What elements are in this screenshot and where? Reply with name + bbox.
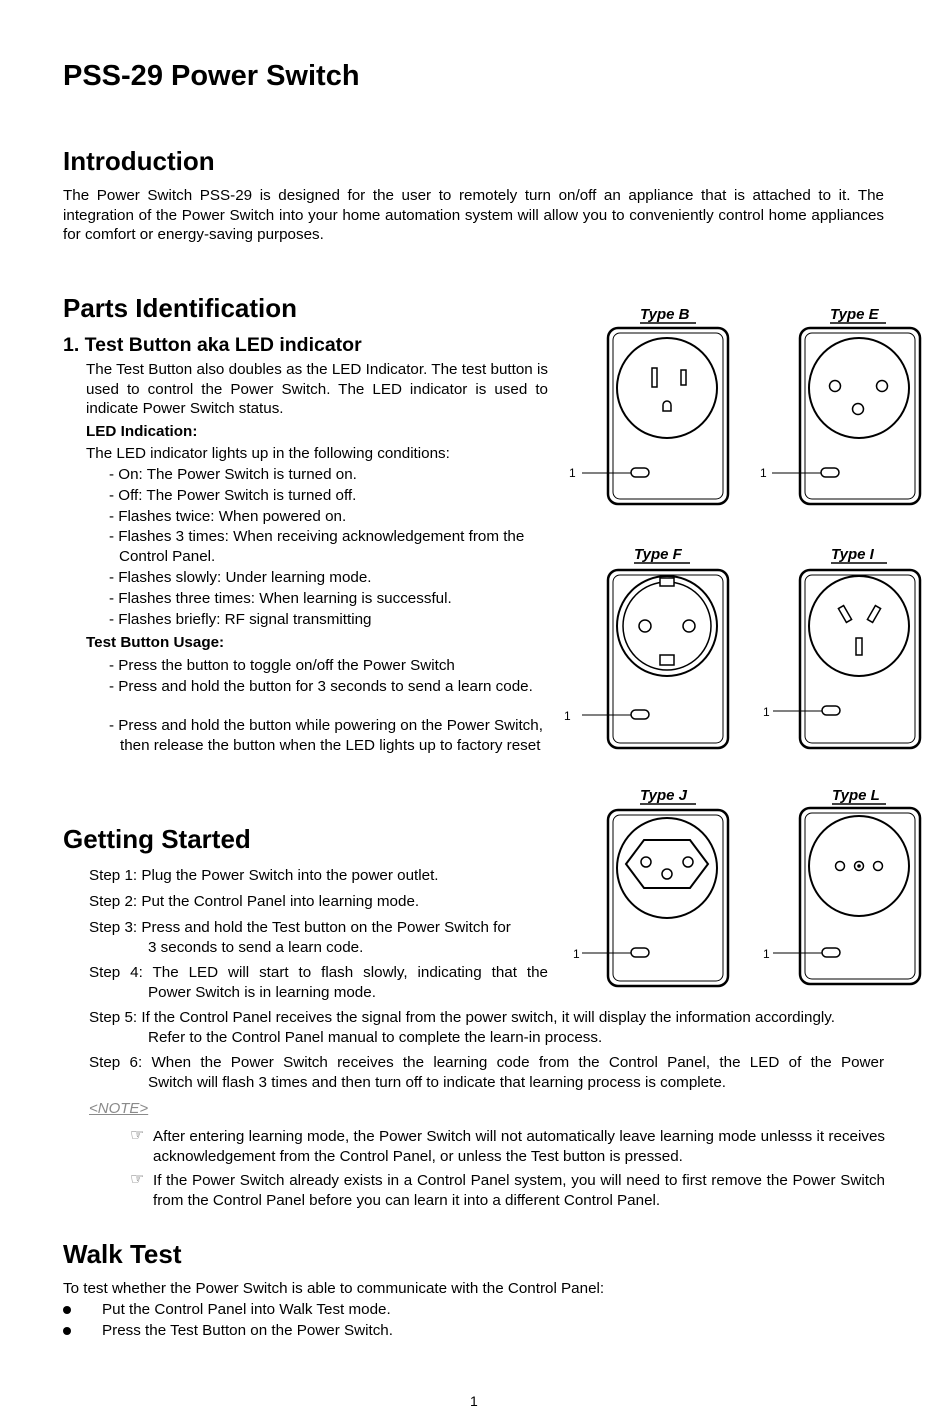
step-4 <box>89 963 548 1002</box>
figure-label-type-e: Type E <box>830 306 879 323</box>
step-text: Step 6: When the Power Switch receives the learning code from the Control Panel, the LED of the Power <box>89 1054 884 1071</box>
figure-type-e <box>760 306 920 504</box>
callout-1: 1 <box>569 466 576 480</box>
page-number: 1 <box>470 1393 478 1409</box>
step-1 <box>89 866 548 886</box>
figure-label-type-f: Type F <box>634 546 682 563</box>
note-item-1 <box>130 1127 885 1166</box>
figure-label-type-b: Type B <box>640 306 690 323</box>
list-item: - Flashes three times: When learning is successful. <box>109 590 452 607</box>
step-2 <box>89 892 548 912</box>
introduction-heading: Introduction <box>63 146 215 176</box>
callout-1: 1 <box>763 947 770 961</box>
list-item: - Flashes 3 times: When receiving acknowledgement from the Control Panel. <box>109 528 525 565</box>
note-text: If the Power Switch already exists in a Control Panel system, you will need to first remove the Power Switch from the Control Panel before you can learn it into a different Control Panel. <box>153 1172 885 1209</box>
step-text: Step 2: Put the Control Panel into learning mode. <box>89 893 420 910</box>
figure-label-type-j: Type J <box>640 787 687 804</box>
step-6 <box>89 1053 884 1092</box>
list-item: - Off: The Power Switch is turned off. <box>109 487 357 504</box>
figure-label-type-i: Type I <box>831 546 874 563</box>
introduction-body: The Power Switch PSS-29 is designed for the user to remotely turn on/off an appliance that is attached to it. The integration of the Power Switch into your home automation system will allow you to conveniently control home appliances for comfort or energy-saving purposes. <box>63 187 884 243</box>
list-item: - Press and hold the button for 3 seconds to send a learn code. <box>109 678 533 695</box>
step-text: Step 3: Press and hold the Test button on the Power Switch for <box>89 919 511 936</box>
bullet-text: Put the Control Panel into Walk Test mode. <box>102 1301 391 1318</box>
step-5 <box>89 1008 889 1047</box>
test-button-heading: 1. Test Button aka LED indicator <box>63 334 362 356</box>
step-text-continued: Power Switch is in learning mode. <box>148 983 376 1001</box>
plug-type-figures <box>560 300 925 995</box>
list-item: - On: The Power Switch is turned on. <box>109 466 357 483</box>
walk-test-intro: To test whether the Power Switch is able to communicate with the Control Panel: <box>63 1280 605 1297</box>
list-item: - Flashes slowly: Under learning mode. <box>109 569 372 586</box>
step-text-continued: Switch will flash 3 times and then turn off to indicate that learning process is complete. <box>148 1073 726 1091</box>
figure-type-b <box>569 306 728 504</box>
callout-1: 1 <box>760 466 767 480</box>
figure-type-j <box>573 787 728 986</box>
test-button-usage-heading: Test Button Usage: <box>86 634 225 651</box>
list-item: - Flashes twice: When powered on. <box>109 508 347 525</box>
note-text: After entering learning mode, the Power Switch will not automatically leave learning mode unlesss it receives acknowledgement from the Control Panel, or unless the Test button is pressed. <box>153 1128 885 1165</box>
list-item: - Press and hold the button while powering on the Power Switch, then release the button when the LED lights up to factory reset <box>109 717 543 754</box>
list-item <box>63 1300 391 1320</box>
getting-started-heading: Getting Started <box>63 824 251 854</box>
note-item-2 <box>130 1171 885 1210</box>
step-text: Step 1: Plug the Power Switch into the power outlet. <box>89 867 439 884</box>
step-text-continued: 3 seconds to send a learn code. <box>148 938 364 956</box>
bullet-icon <box>63 1327 71 1335</box>
figure-type-i <box>763 546 920 748</box>
note-label: <NOTE> <box>89 1100 149 1117</box>
led-indication-intro: The LED indicator lights up in the following conditions: <box>86 445 450 462</box>
list-item <box>63 1321 393 1341</box>
step-text-continued: Refer to the Control Panel manual to complete the learn-in process. <box>148 1028 603 1046</box>
callout-1: 1 <box>564 709 571 723</box>
test-button-description: The Test Button also doubles as the LED Indicator. The test button is used to control the Power Switch. The LED indicator is used to indicate Power Switch status. <box>86 361 548 417</box>
parts-heading: Parts Identification <box>63 293 298 323</box>
pointing-hand-icon: ☞ <box>130 1127 145 1144</box>
pointing-hand-icon: ☞ <box>130 1171 145 1188</box>
figure-type-l <box>763 787 920 984</box>
step-3 <box>89 918 548 957</box>
bullet-text: Press the Test Button on the Power Switch. <box>102 1322 393 1339</box>
walk-test-heading: Walk Test <box>63 1239 182 1269</box>
callout-1: 1 <box>573 947 580 961</box>
figure-type-f <box>564 546 728 748</box>
list-item: - Press the button to toggle on/off the Power Switch <box>109 657 455 674</box>
list-item: - Flashes briefly: RF signal transmitting <box>109 611 372 628</box>
step-text: Step 4: The LED will start to flash slowly, indicating that the <box>89 964 548 981</box>
step-text: Step 5: If the Control Panel receives the signal from the power switch, it will display the information accordingly. <box>89 1009 835 1026</box>
led-indication-heading: LED Indication: <box>86 423 198 440</box>
figure-label-type-l: Type L <box>832 787 880 804</box>
bullet-icon <box>63 1306 71 1314</box>
callout-1: 1 <box>763 705 770 719</box>
page-title: PSS-29 Power Switch <box>63 60 360 92</box>
